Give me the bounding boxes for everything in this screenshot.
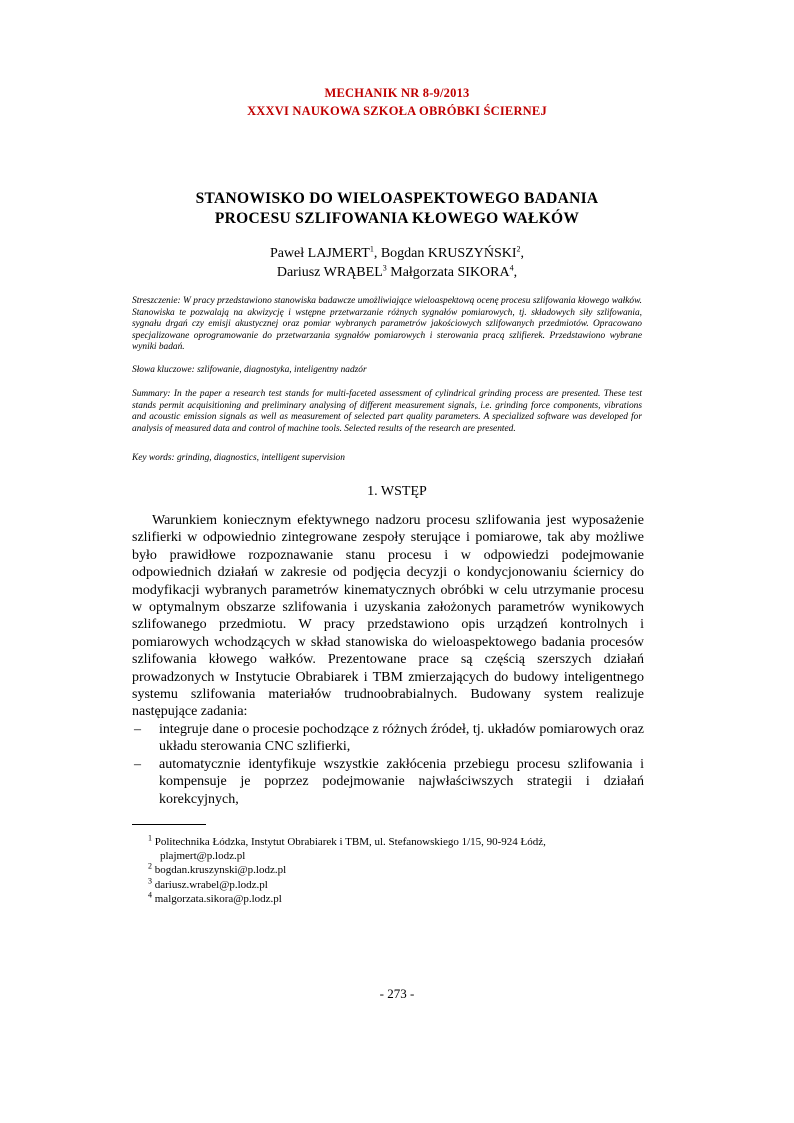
footnote-text: dariusz.wrabel@p.lodz.pl — [154, 878, 268, 891]
authors-line-2 — [120, 265, 674, 281]
page-number: - 273 - — [379, 986, 415, 1001]
list-item-text: integruje dane o procesie pochodzące z różnych źródeł, tj. układów pomiarowych oraz układu sterowania CNC szlifierki, — [159, 721, 644, 755]
author-separator: , — [373, 246, 381, 261]
footnote-email: plajmert@p.lodz.pl — [160, 850, 246, 863]
body-paragraph: Warunkiem koniecznym efektywnego nadzoru procesu szlifowania jest wyposażenie szlifierki w odpowiednio zintegrowane zespoły sterujące i pomiarowe, tak aby możliwe było prawidłowe rozpoznawanie stanu procesu i w odpowiedzi podejmowanie odpowiednich działań w zakresie od podjęcia decyzji o kondycjonowaniu ściernicy do modyfikacji wybranych parametrów kinematycznych obróbki w celu utrzymanie procesu w optymalnym obszarze szlifowania i uzyskania założonych parametrów wynikowych szlifowanego przedmiotu. W pracy przedstawiono opis urządzeń kontrolnych i pomiarowych wchodzących w skład stanowiska do wieloaspektowego badania procesów szlifowania kłowego wałków. Prezentowane prace są częścią szerszych działań prowadzonych w Instytucie Obrabiarek i TBM zmierzających do budowy inteligentnego systemu szlifowania materiałów trudnoobrabialnych. Budowany system realizuje następujące zadania: — [132, 513, 644, 720]
list-dash: – — [134, 756, 141, 772]
footnote-text: Politechnika Łódzka, Instytut Obrabiarek i TBM, ul. Stefanowskiego 1/15, 90-924 Łódź, — [154, 836, 546, 848]
footnote-number: 2 — [148, 861, 152, 871]
paper-title-line-2: PROCESU SZLIFOWANIA KŁOWEGO WAŁKÓW — [214, 210, 580, 227]
task-list — [132, 721, 644, 808]
footnote-text: bogdan.kruszynski@p.lodz.pl — [154, 864, 287, 877]
footnote-text: malgorzata.sikora@p.lodz.pl — [154, 892, 282, 905]
footnote — [148, 875, 618, 892]
footnote — [148, 892, 618, 906]
abstract-polish: Streszczenie: W pracy przedstawiono stanowiska badawcze umożliwiające wieloaspektową ocenę procesu szlifowania kłowego wałków. Stanowiska te pozwalają na akwizycję i wstępne przetwarzanie różnych sygnałów pomiarowych, tj. składowych siły szlifowania, sygnału drgań czy emisji akustycznej oraz pomiar wybranych parametrów jakościowych szlifowanych przedmiotów. Opracowano specjalizowane oprogramowanie do przetwarzania sygnałów pomiarowych i sterowania pracą szlifierek. Przedstawiono wybrane wyniki badań. — [132, 296, 642, 353]
footnote — [148, 835, 618, 863]
section-heading: 1. WSTĘP — [367, 484, 427, 499]
author-affiliation-mark: 3 — [382, 263, 387, 273]
list-item — [132, 756, 644, 808]
footnote-number: 4 — [148, 890, 152, 900]
author-name: Małgorzata SIKORA — [390, 265, 510, 280]
list-item-text: automatycznie identyfikuje wszystkie zakłócenia przebiegu procesu szlifowania i kompensuje je poprzez podejmowanie najwłaściwszych strategii i działań korekcyjnych, — [159, 756, 644, 807]
footnote-separator — [132, 824, 206, 825]
journal-name: MECHANIK NR 8-9/2013 — [324, 86, 470, 100]
author-name: Paweł LAJMERT — [269, 246, 370, 261]
abstract-english: Summary: In the paper a research test stands for multi-faceted assessment of cylindrical grinding process are presented. These test stands permit acquisitioning and preliminary analysing of different measurement signals, i.e. grinding force components, vibrations and acoustic emission signals as well as measurement of selected part quality parameters. A specialized software was developed for analysis of measured data and control of machine tools. Selected results of the research are presented. — [132, 389, 642, 434]
list-item — [132, 721, 644, 756]
author-affiliation-mark: 1 — [369, 244, 374, 254]
author-separator: , — [520, 246, 525, 261]
keywords-polish: Słowa kluczowe: szlifowanie, diagnostyka, inteligentny nadzór — [132, 365, 367, 375]
conference-name: XXXVI NAUKOWA SZKOŁA OBRÓBKI ŚCIERNEJ — [247, 104, 547, 118]
authors-line-1 — [120, 246, 674, 262]
footnote-number: 1 — [148, 833, 152, 843]
list-dash: – — [134, 721, 141, 737]
author-affiliation-mark: 4 — [509, 263, 514, 273]
footnote — [148, 863, 618, 877]
author-name: Dariusz WRĄBEL — [276, 265, 383, 280]
author-name: Bogdan KRUSZYŃSKI — [380, 246, 517, 261]
keywords-english: Key words: grinding, diagnostics, intelligent supervision — [132, 453, 345, 463]
body-text — [132, 512, 644, 808]
footnotes — [148, 835, 618, 906]
paper-title-line-1: STANOWISKO DO WIELOASPEKTOWEGO BADANIA — [195, 190, 599, 207]
author-affiliation-mark: 2 — [516, 244, 521, 254]
footnote-number: 3 — [148, 875, 152, 885]
author-separator: , — [513, 265, 518, 280]
